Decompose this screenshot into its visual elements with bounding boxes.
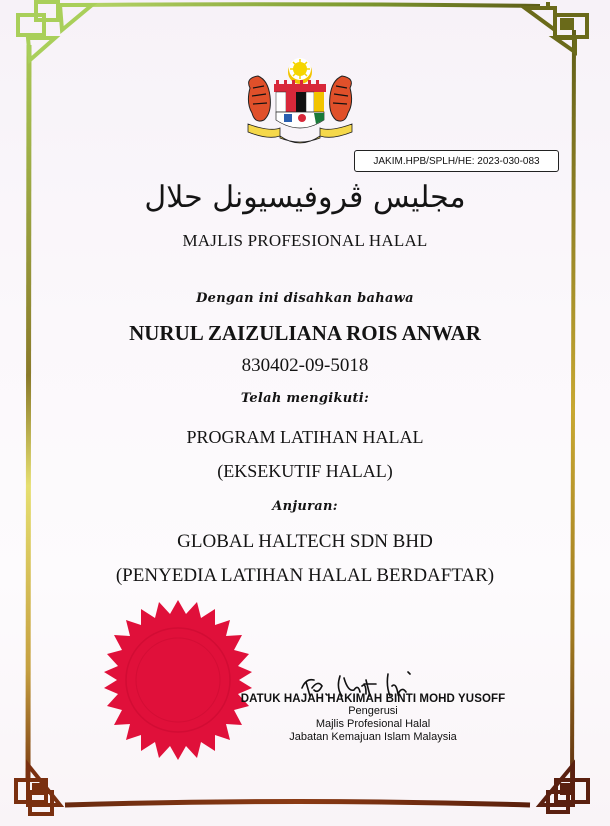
program-subtitle: (EKSEKUTIF HALAL): [217, 461, 393, 481]
certify-phrase: Dengan ini disahkan bahawa: [196, 291, 414, 306]
attended-phrase: Telah mengikuti:: [240, 391, 370, 406]
recipient-name: NURUL ZAIZULIANA ROIS ANWAR: [129, 321, 481, 345]
signatory-block: [232, 693, 514, 744]
signatory-department: Jabatan Kemajuan Islam Malaysia: [289, 731, 457, 743]
program-title: PROGRAM LATIHAN HALAL: [186, 427, 424, 447]
signatory-position: Pengerusi: [348, 705, 398, 717]
organizer-description: (PENYEDIA LATIHAN HALAL BERDAFTAR): [115, 565, 495, 586]
recipient-id: 830402-09-5018: [241, 355, 369, 376]
arabic-title: مجليس ڤروفيسيونل حلال: [144, 180, 466, 215]
organization-title: MAJLIS PROFESIONAL HALAL: [182, 231, 428, 250]
reference-number: JAKIM.HPB/SPLH/HE: 2023-030-083: [354, 150, 559, 172]
signatory-organization: Majlis Profesional Halal: [315, 718, 431, 730]
organizer-name: GLOBAL HALTECH SDN BHD: [177, 531, 433, 552]
malaysia-coat-of-arms-icon: [240, 58, 360, 148]
organized-phrase: Anjuran:: [272, 499, 338, 514]
signatory-name: DATUK HAJAH HAKIMAH BINTI MOHD YUSOFF: [240, 693, 506, 705]
